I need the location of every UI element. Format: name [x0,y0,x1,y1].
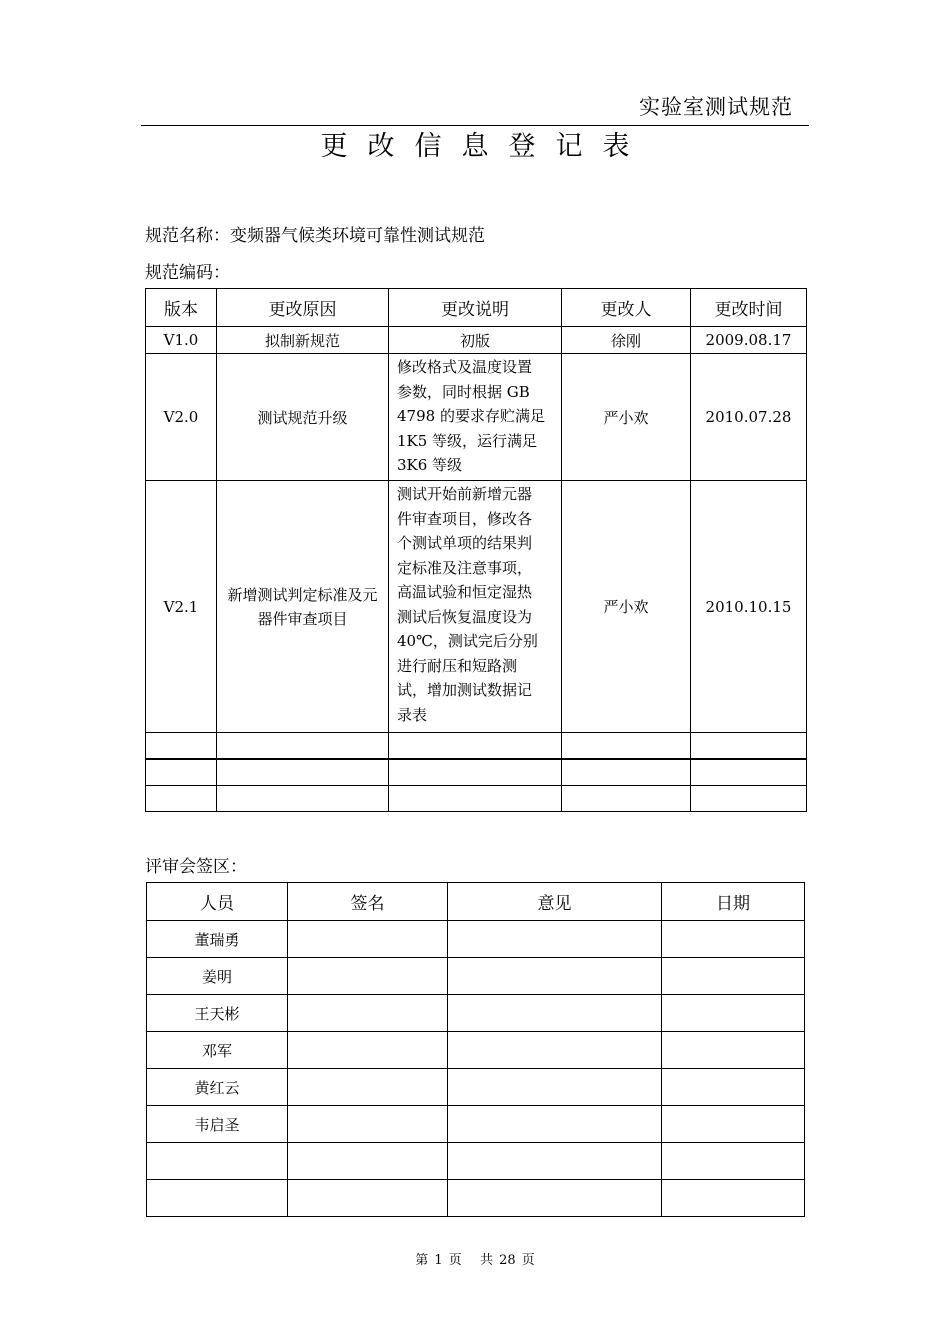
empty-cell [217,733,389,760]
page-total: 共 28 页 [479,1253,535,1268]
empty-cell [448,1180,662,1217]
table-row [147,1106,805,1143]
cell-version: V2.0 [146,354,217,481]
signature-cell [288,995,448,1032]
cell-person: 徐刚 [562,327,691,354]
review-date-cell [662,1032,805,1069]
cell-description [389,481,562,733]
signature-cell [288,1106,448,1143]
empty-cell [217,786,389,812]
page-footer [0,1249,950,1268]
empty-cell [288,1143,448,1180]
empty-cell [147,1143,288,1180]
cell-person: 严小欢 [562,481,691,733]
empty-row [146,759,807,786]
description-line: 修改格式及温度设置 [397,358,533,376]
document-title: 更改信息登记表 [320,131,650,162]
signature-cell [288,1069,448,1106]
header-title: 实验室测试规范 [639,95,793,119]
col-header-version: 版本 [146,289,217,327]
col-header-description: 更改说明 [389,289,562,327]
opinion-cell [448,1069,662,1106]
description-line: 进行耐压和短路测 [397,656,518,675]
table-row [147,958,805,995]
description-line: 40℃，测试完后分别 [397,632,538,650]
opinion-cell [448,1106,662,1143]
table-row [146,327,807,354]
empty-cell [562,759,691,786]
cell-description [389,354,562,481]
description-line: 试，增加测试数据记 [397,681,533,699]
signature-cell [288,958,448,995]
reviewer-name: 邓军 [147,1032,288,1069]
spec-name [145,221,485,246]
cell-person: 严小欢 [562,354,691,481]
empty-cell [146,733,217,760]
empty-cell [288,1180,448,1217]
table-row [146,481,807,733]
empty-cell [389,759,562,786]
col-header-review-date: 日期 [662,883,805,921]
reviewer-name: 黄红云 [147,1069,288,1106]
empty-cell [691,759,807,786]
empty-cell [562,733,691,760]
reviewer-name: 王天彬 [147,995,288,1032]
empty-row [146,786,807,812]
spec-code-label: 规范编码： [145,263,230,283]
empty-cell [146,786,217,812]
spec-name-label: 规范名称： [145,226,230,246]
empty-cell [389,786,562,812]
col-header-signature: 签名 [288,883,448,921]
description-line: 定标准及注意事项， [397,558,533,577]
description-line: 4798 的要求存贮满足 [397,407,545,425]
reviewer-name: 董瑞勇 [147,921,288,958]
table-row [146,354,807,481]
review-date-cell [662,1069,805,1106]
review-signoff-table [146,882,805,1217]
spec-code [145,258,230,283]
review-date-cell [662,1106,805,1143]
signature-cell [288,921,448,958]
empty-cell [562,786,691,812]
description-line: 高温试验和恒定湿热 [397,583,533,601]
empty-cell [448,1143,662,1180]
opinion-cell [448,995,662,1032]
signature-cell [288,1032,448,1069]
change-log-header-row [146,289,807,327]
description-line: 测试开始前新增元器 [397,485,533,503]
description-line: 参数，同时根据 GB [397,382,530,401]
col-header-person: 更改人 [562,289,691,327]
col-header-reason: 更改原因 [217,289,389,327]
col-header-date: 更改时间 [691,289,807,327]
cell-description: 初版 [389,327,562,354]
spec-name-value: 变频器气候类环境可靠性测试规范 [230,226,485,246]
opinion-cell [448,1032,662,1069]
cell-date: 2010.10.15 [691,481,807,733]
review-date-cell [662,921,805,958]
table-row [147,1069,805,1106]
reviewer-name: 姜明 [147,958,288,995]
cell-reason: 新增测试判定标准及元器件审查项目 [217,481,389,733]
cell-version: V1.0 [146,327,217,354]
empty-row [147,1143,805,1180]
table-row [147,921,805,958]
empty-cell [691,733,807,760]
description-line: 录表 [397,705,428,724]
change-log-table [145,288,807,812]
review-date-cell [662,958,805,995]
empty-cell [147,1180,288,1217]
empty-cell [691,786,807,812]
table-row [147,995,805,1032]
page-number: 第 1 页 [415,1253,462,1268]
description-line: 1K5 等级，运行满足 [397,431,538,450]
review-header-row [147,883,805,921]
opinion-cell [448,958,662,995]
review-section-label: 评审会签区： [145,857,247,877]
empty-cell [217,759,389,786]
cell-version: V2.1 [146,481,217,733]
description-line: 件审查项目，修改各 [397,509,533,528]
col-header-reviewer: 人员 [147,883,288,921]
review-date-cell [662,995,805,1032]
cell-date: 2010.07.28 [691,354,807,481]
cell-reason: 测试规范升级 [217,354,389,481]
description-line: 测试后恢复温度设为 [397,607,533,626]
cell-date: 2009.08.17 [691,327,807,354]
empty-cell [662,1143,805,1180]
table-row [147,1032,805,1069]
empty-cell [389,733,562,760]
empty-row [146,733,807,760]
cell-reason: 拟制新规范 [217,327,389,354]
empty-row [147,1180,805,1217]
reviewer-name: 韦启圣 [147,1106,288,1143]
description-line: 个测试单项的结果判 [397,534,533,552]
description-line: 3K6 等级 [397,456,463,474]
empty-cell [146,759,217,786]
opinion-cell [448,921,662,958]
empty-cell [662,1180,805,1217]
col-header-opinion: 意见 [448,883,662,921]
